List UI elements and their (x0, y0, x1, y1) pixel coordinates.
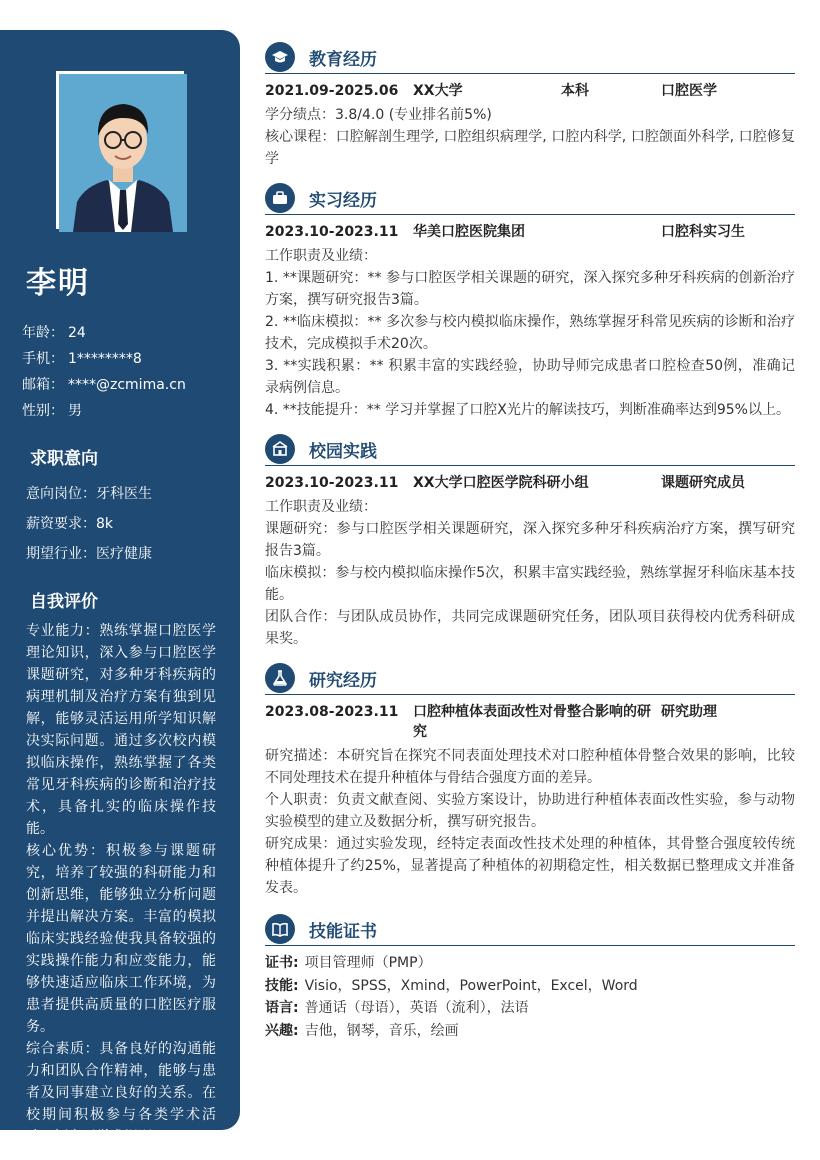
section-title: 实习经历 (309, 191, 377, 211)
section-header (265, 432, 795, 466)
graduation-cap-icon (265, 42, 295, 72)
courses-text: 核心课程：口腔解剖生理学, 口腔组织病理学, 口腔内科学, 口腔颌面外科学, 口腔修复学 (265, 129, 795, 167)
organization: 华美口腔医院集团 (413, 224, 525, 240)
sidebar (0, 30, 240, 1145)
school-name: XX大学 (413, 83, 463, 99)
entry-date: 2023.08-2023.11 (265, 704, 399, 720)
section-title: 校园实践 (309, 442, 377, 462)
entry-date: 2023.10-2023.11 (265, 224, 399, 240)
role: 口腔科实习生 (661, 224, 745, 240)
duty-line: 3. **实践积累：** 积累丰富的实践经验，协助导师完成患者口腔检查50例，准确记录病例信息。 (265, 358, 795, 396)
intent-position: 意向岗位：牙科医生 (26, 486, 152, 502)
duty-line: 2. **临床模拟：** 多次参与校内模拟临床操作，熟练掌握牙科常见疾病的诊断和治疗技术，完成模拟手术20次。 (265, 314, 795, 352)
duties-intro: 工作职责及业绩： (265, 248, 377, 264)
skill-row-certificate: 证书: 项目管理师（PMP） (265, 955, 432, 971)
entry-date: 2021.09-2025.06 (265, 83, 399, 99)
info-row-phone: 手机： 1********8 (22, 351, 142, 367)
info-row-gender: 性别： 男 (22, 403, 82, 419)
section-header (265, 661, 795, 695)
duties-intro: 工作职责及业绩： (265, 499, 377, 515)
personal-info (22, 320, 186, 424)
major: 口腔医学 (661, 83, 717, 99)
flask-icon (265, 663, 295, 693)
briefcase-icon (265, 183, 295, 213)
candidate-name: 李明 (26, 266, 90, 301)
degree: 本科 (561, 83, 589, 99)
research-line: 个人职责：负责文献查阅、实验方案设计，协助进行种植体表面改性实验，参与动物实验模型的建立及数据分析，撰写研究报告。 (265, 792, 795, 830)
project-name: 口腔种植体表面改性对骨整合影响的研究 (413, 704, 651, 740)
skill-row-interests: 兴趣: 吉他，钢琴，音乐，绘画 (265, 1022, 459, 1039)
section-title: 技能证书 (309, 922, 377, 942)
building-icon (265, 434, 295, 464)
intent-salary: 薪资要求：8k (26, 516, 114, 532)
self-eval-paragraph: 专业能力：熟练掌握口腔医学理论知识，深入参与口腔医学课题研究，对多种牙科疾病的病理机制及治疗方案有独到见解，能够灵活运用所学知识解决实际问题。通过多次校内模拟临床操作，熟练掌握了各类常见牙科疾病的诊断和治疗技术，具备扎实的临床操作技能。 (26, 623, 216, 837)
research-line: 研究成果：通过实验发现，经特定表面改性技术处理的种植体，其骨整合强度较传统种植体提升了约25%，显著提高了种植体的初期稳定性，相关数据已整理成文并准备发表。 (265, 836, 795, 896)
education-entry-header (265, 81, 795, 101)
duty-line: 临床模拟：参与校内模拟临床操作5次，积累丰富实践经验，熟练掌握牙科临床基本技能。 (265, 565, 795, 603)
research-section (265, 661, 795, 899)
skill-row-tools: 技能: Visio，SPSS，Xmind，PowerPoint，Excel，Word (265, 977, 638, 994)
research-line: 研究描述：本研究旨在探究不同表面处理技术对口腔种植体骨整合效果的影响，比较不同处理技术在提升种植体与骨结合强度方面的差异。 (265, 748, 795, 786)
gpa-text: 学分绩点：3.8/4.0 (专业排名前5%) (265, 107, 492, 123)
campus-section (265, 432, 795, 650)
internship-entry-header (265, 222, 795, 242)
intent-list (26, 479, 152, 569)
skills-list (265, 952, 795, 1042)
section-header (265, 40, 795, 74)
duty-line: 团队合作：与团队成员协作，共同完成课题研究任务，团队项目获得校内优秀科研成果奖。 (265, 609, 795, 647)
duty-line: 课题研究：参与口腔医学相关课题研究，深入探究多种牙科疾病治疗方案，撰写研究报告3篇。 (265, 521, 795, 559)
intent-title: 求职意向 (30, 449, 98, 469)
entry-date: 2023.10-2023.11 (265, 475, 399, 491)
section-title: 研究经历 (309, 671, 377, 691)
self-eval-title: 自我评价 (30, 592, 98, 612)
section-header (265, 181, 795, 215)
duty-line: 4. **技能提升：** 学习并掌握了口腔X光片的解读技巧，判断准确率达到95%以上。 (265, 402, 790, 418)
duty-line: 1. **课题研究：** 参与口腔医学相关课题的研究，深入探究多种牙科疾病的创新治疗方案，撰写研究报告3篇。 (265, 270, 795, 308)
education-section (265, 40, 795, 170)
section-title: 教育经历 (309, 50, 377, 70)
intent-industry: 期望行业：医疗健康 (26, 546, 152, 562)
internship-section (265, 181, 795, 421)
self-eval-paragraph: 综合素质：具备良好的沟通能力和团队合作精神，能够与患者及同事建立良好的关系。在校期间积极参与各类学术活动，拓宽了学术视野 (26, 1041, 216, 1145)
section-header (265, 912, 795, 946)
role: 研究助理 (661, 704, 717, 720)
research-entry-header (265, 702, 795, 742)
role: 课题研究成员 (661, 475, 745, 491)
self-eval-text (26, 620, 216, 1148)
skills-section (265, 912, 795, 1042)
skill-row-language: 语言: 普通话（母语），英语（流利），法语 (265, 1000, 529, 1016)
organization: XX大学口腔医学院科研小组 (413, 475, 589, 491)
book-icon (265, 914, 295, 944)
campus-entry-header (265, 473, 795, 493)
profile-photo (56, 71, 184, 229)
self-eval-paragraph: 核心优势：积极参与课题研究，培养了较强的科研能力和创新思维，能够独立分析问题并提出解决方案。丰富的模拟临床实践经验使我具备较强的实践操作能力和应变能力，能够快速适应临床工作环境，为患者提供高质量的口腔医疗服务。 (26, 843, 216, 1035)
info-row-age: 年龄： 24 (22, 325, 86, 341)
info-row-email: 邮箱： ****@zcmima.cn (22, 377, 186, 393)
